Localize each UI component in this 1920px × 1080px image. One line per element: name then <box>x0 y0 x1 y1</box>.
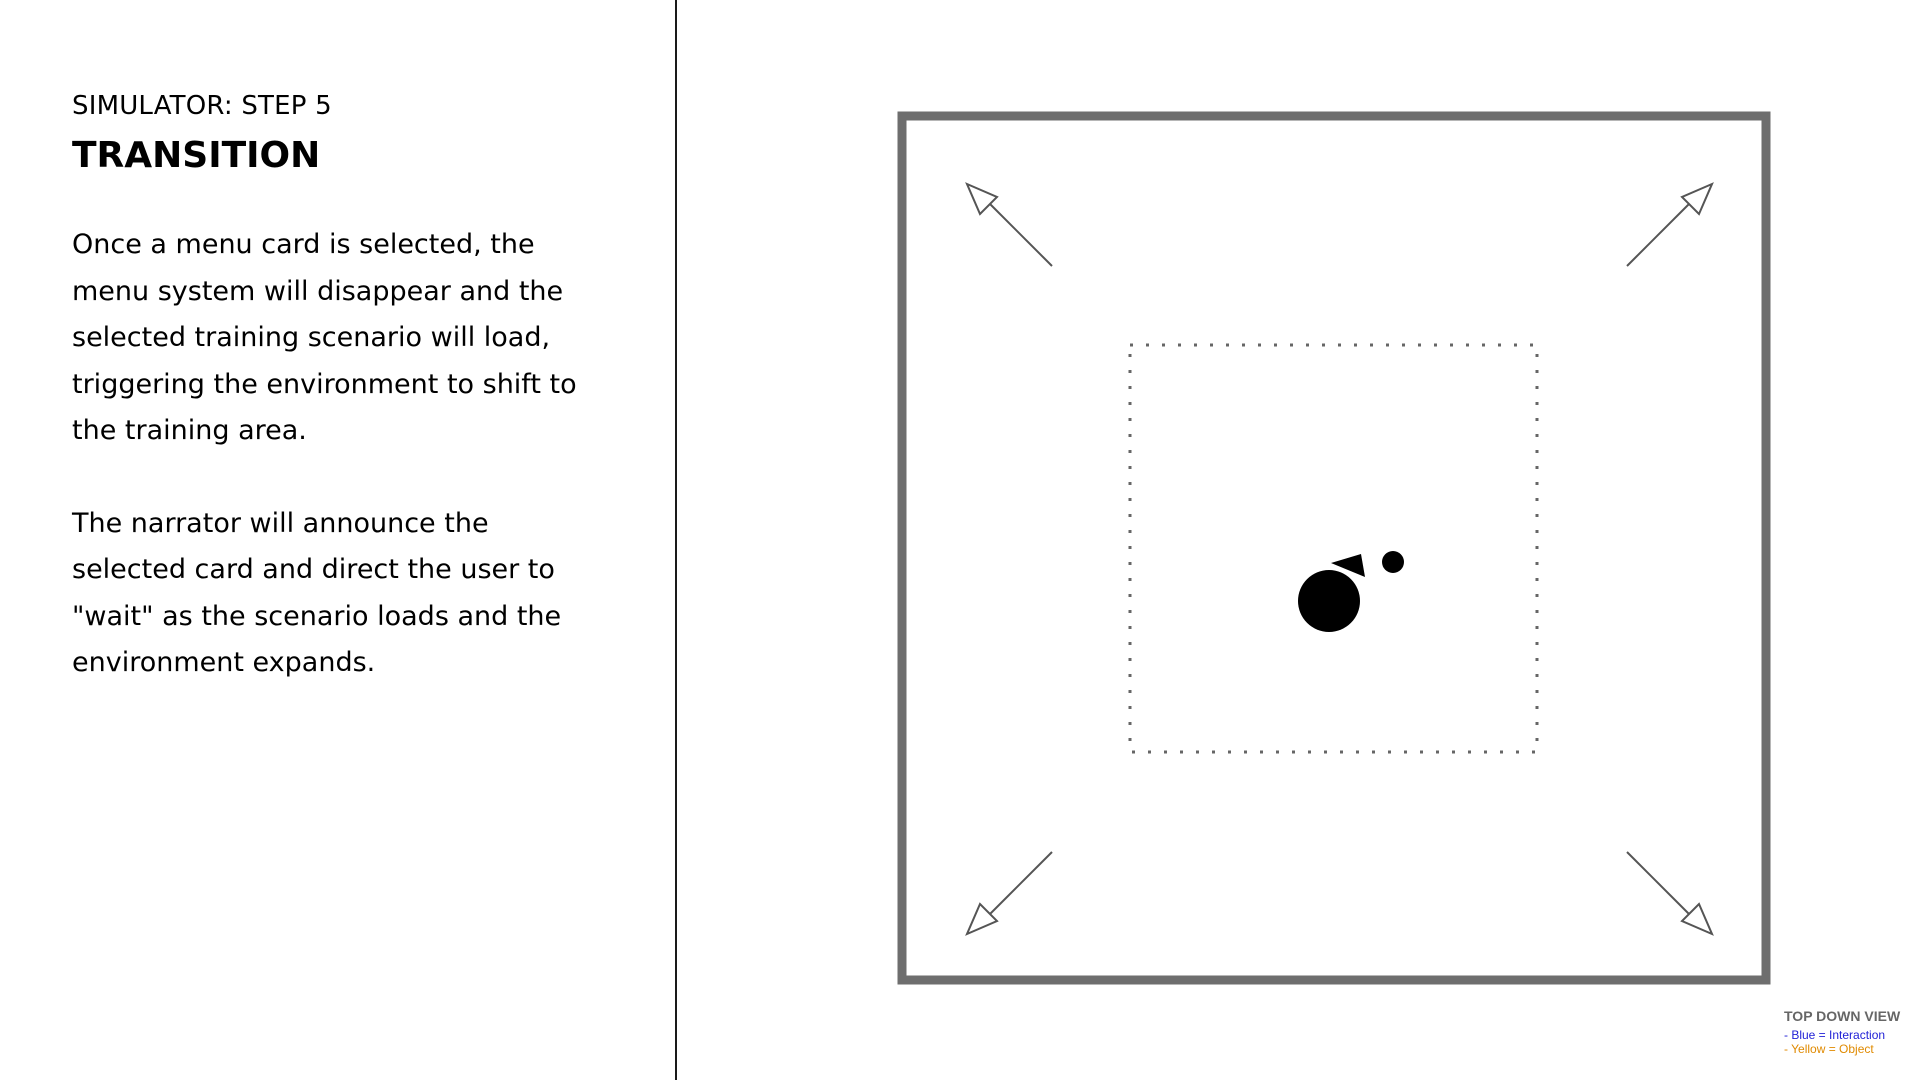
user-avatar <box>1298 551 1404 632</box>
legend-item-interaction: - Blue = Interaction <box>1784 1028 1886 1042</box>
arrow-up-left-icon <box>967 184 1052 266</box>
menu-area-boundary <box>1130 345 1537 752</box>
arrow-down-right-icon <box>1627 852 1712 934</box>
legend-item-object: - Yellow = Object <box>1784 1042 1874 1056</box>
user-hand <box>1382 551 1404 573</box>
step-title: TRANSITION <box>72 135 321 176</box>
panel-divider <box>675 0 677 1080</box>
step-label: SIMULATOR: STEP 5 <box>72 91 332 121</box>
description-paragraph-2: The narrator will announce the selected card and direct the user to "wait" as the scenario loads and the environment expands. <box>72 507 562 678</box>
user-head <box>1298 570 1360 632</box>
description-paragraph-1: Once a menu card is selected, the menu system will disappear and the selected training scenario will load, triggering the environment to shift to the training area. <box>72 229 577 446</box>
arrow-down-left-icon <box>967 852 1052 934</box>
legend <box>1784 1008 1900 1056</box>
legend-title: TOP DOWN VIEW <box>1784 1008 1901 1024</box>
arrow-up-right-icon <box>1627 184 1712 266</box>
description-panel <box>72 88 612 687</box>
